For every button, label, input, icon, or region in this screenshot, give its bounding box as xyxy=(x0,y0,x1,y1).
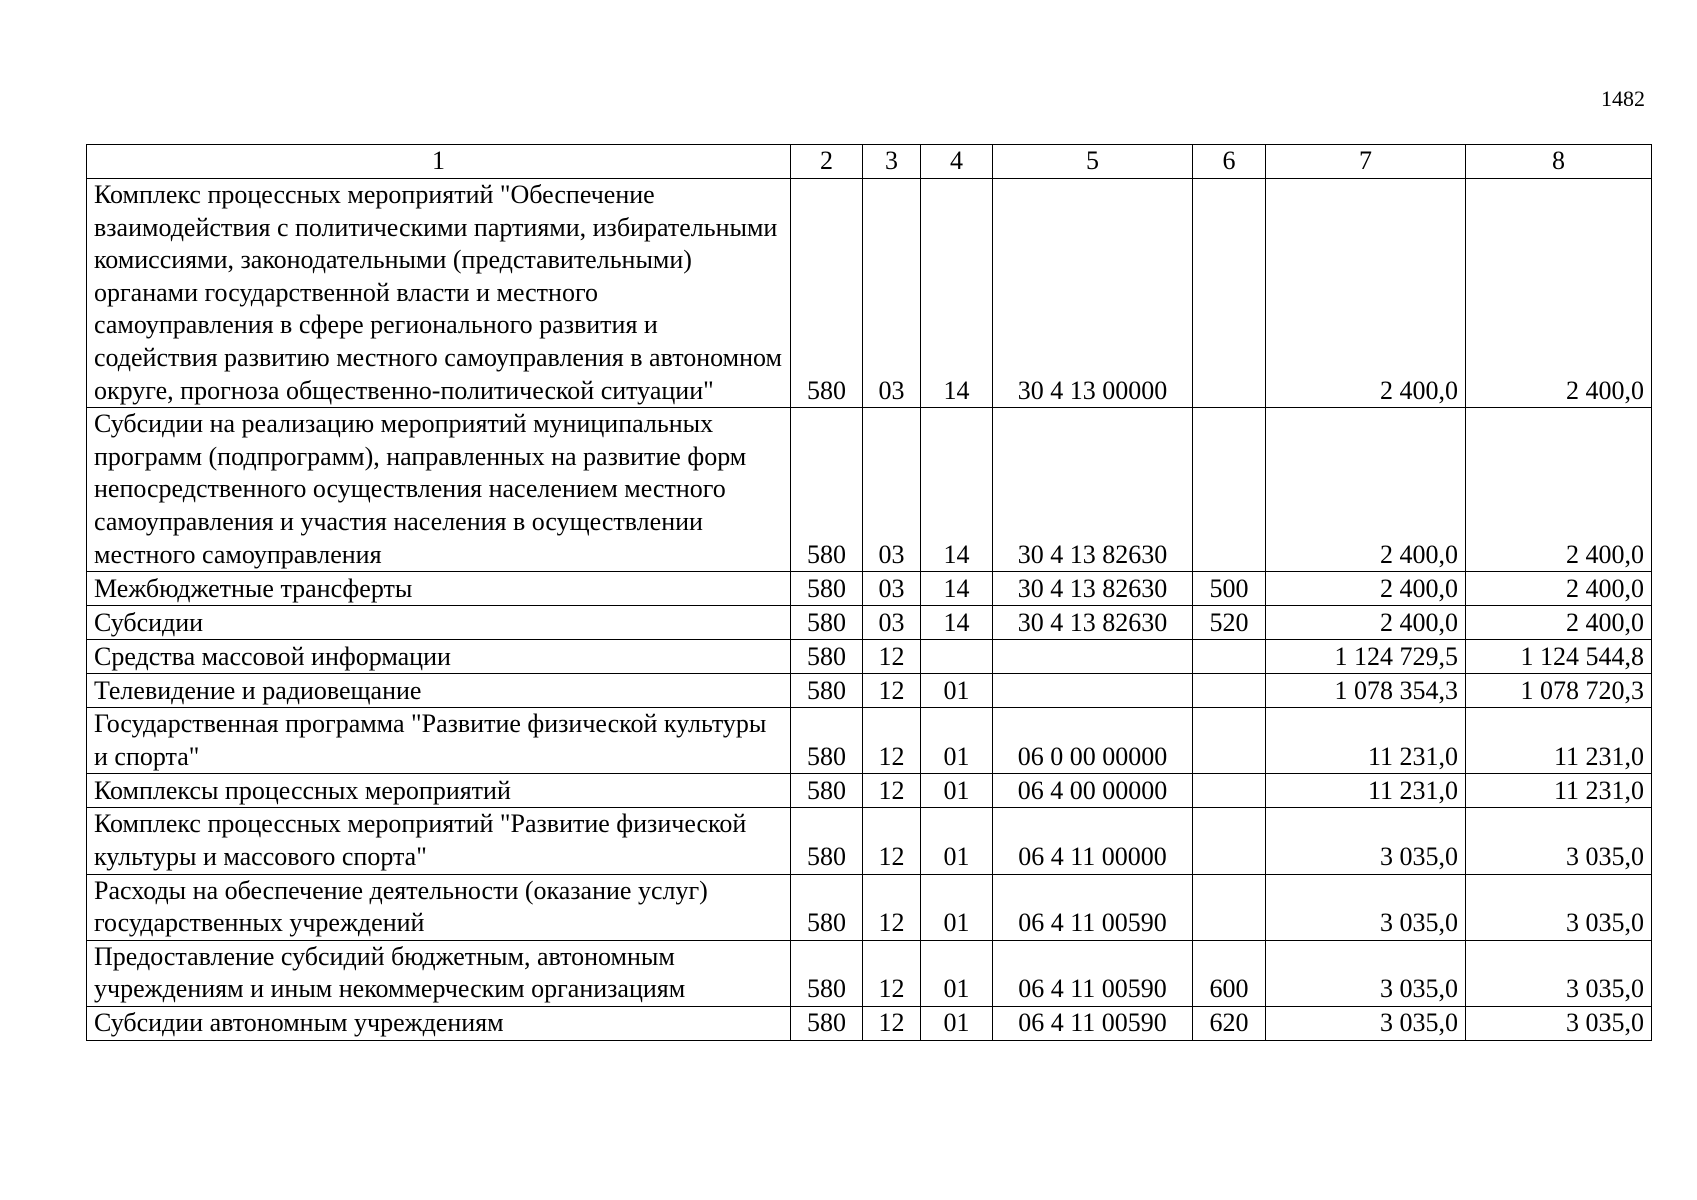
target-article-cell: 06 4 11 00590 xyxy=(993,874,1193,940)
subsection-cell: 14 xyxy=(921,572,993,606)
row-name-cell: Средства массовой информации xyxy=(87,640,791,674)
table-row xyxy=(87,940,1652,1006)
expense-type-cell xyxy=(1193,408,1266,572)
row-name-cell: Расходы на обеспечение деятельности (оказание услуг) государственных учреждений xyxy=(87,874,791,940)
amount-col7-cell: 11 231,0 xyxy=(1266,774,1466,808)
section-cell: 03 xyxy=(863,408,921,572)
amount-col8-cell: 3 035,0 xyxy=(1466,940,1652,1006)
expense-type-cell: 600 xyxy=(1193,940,1266,1006)
column-header: 2 xyxy=(791,145,863,179)
table-row xyxy=(87,1006,1652,1040)
amount-col8-cell: 3 035,0 xyxy=(1466,808,1652,874)
expense-type-cell xyxy=(1193,774,1266,808)
subsection-cell: 01 xyxy=(921,874,993,940)
section-cell: 03 xyxy=(863,179,921,408)
expense-type-cell: 500 xyxy=(1193,572,1266,606)
expense-type-cell xyxy=(1193,874,1266,940)
subsection-cell: 14 xyxy=(921,408,993,572)
amount-col7-cell: 3 035,0 xyxy=(1266,1006,1466,1040)
expense-type-cell: 520 xyxy=(1193,606,1266,640)
table-header xyxy=(87,145,1652,179)
row-name-cell: Субсидии автономным учреждениям xyxy=(87,1006,791,1040)
expense-type-cell xyxy=(1193,179,1266,408)
column-header: 4 xyxy=(921,145,993,179)
amount-col8-cell: 2 400,0 xyxy=(1466,606,1652,640)
column-number-row xyxy=(87,145,1652,179)
expense-type-cell xyxy=(1193,808,1266,874)
admin-code-cell: 580 xyxy=(791,808,863,874)
amount-col7-cell: 3 035,0 xyxy=(1266,808,1466,874)
amount-col8-cell: 3 035,0 xyxy=(1466,1006,1652,1040)
row-name-cell: Предоставление субсидий бюджетным, автономным учреждениям и иным некоммерческим организациям xyxy=(87,940,791,1006)
table-row xyxy=(87,874,1652,940)
amount-col7-cell: 2 400,0 xyxy=(1266,572,1466,606)
row-name-cell: Телевидение и радиовещание xyxy=(87,674,791,708)
amount-col7-cell: 1 124 729,5 xyxy=(1266,640,1466,674)
section-cell: 03 xyxy=(863,572,921,606)
budget-table xyxy=(86,144,1652,1041)
amount-col8-cell: 2 400,0 xyxy=(1466,408,1652,572)
target-article-cell: 06 4 11 00590 xyxy=(993,1006,1193,1040)
admin-code-cell: 580 xyxy=(791,940,863,1006)
row-name-cell: Субсидии xyxy=(87,606,791,640)
column-header: 8 xyxy=(1466,145,1652,179)
amount-col8-cell: 11 231,0 xyxy=(1466,774,1652,808)
target-article-cell: 06 4 11 00590 xyxy=(993,940,1193,1006)
amount-col7-cell: 2 400,0 xyxy=(1266,408,1466,572)
table-body xyxy=(87,179,1652,1041)
section-cell: 12 xyxy=(863,940,921,1006)
row-name-cell: Государственная программа "Развитие физической культуры и спорта" xyxy=(87,708,791,774)
amount-col7-cell: 11 231,0 xyxy=(1266,708,1466,774)
amount-col8-cell: 3 035,0 xyxy=(1466,874,1652,940)
expense-type-cell xyxy=(1193,708,1266,774)
admin-code-cell: 580 xyxy=(791,774,863,808)
target-article-cell: 06 4 00 00000 xyxy=(993,774,1193,808)
admin-code-cell: 580 xyxy=(791,572,863,606)
section-cell: 03 xyxy=(863,606,921,640)
table-row xyxy=(87,572,1652,606)
amount-col8-cell: 2 400,0 xyxy=(1466,179,1652,408)
row-name-cell: Комплексы процессных мероприятий xyxy=(87,774,791,808)
page-number: 1482 xyxy=(1601,86,1645,111)
table-row xyxy=(87,774,1652,808)
table-row xyxy=(87,640,1652,674)
target-article-cell xyxy=(993,640,1193,674)
expense-type-cell: 620 xyxy=(1193,1006,1266,1040)
target-article-cell: 30 4 13 82630 xyxy=(993,606,1193,640)
section-cell: 12 xyxy=(863,674,921,708)
section-cell: 12 xyxy=(863,1006,921,1040)
target-article-cell xyxy=(993,674,1193,708)
subsection-cell: 01 xyxy=(921,808,993,874)
subsection-cell: 14 xyxy=(921,606,993,640)
subsection-cell: 01 xyxy=(921,774,993,808)
amount-col7-cell: 3 035,0 xyxy=(1266,940,1466,1006)
subsection-cell: 01 xyxy=(921,1006,993,1040)
table-row xyxy=(87,808,1652,874)
target-article-cell: 30 4 13 00000 xyxy=(993,179,1193,408)
table-row xyxy=(87,408,1652,572)
admin-code-cell: 580 xyxy=(791,874,863,940)
admin-code-cell: 580 xyxy=(791,606,863,640)
section-cell: 12 xyxy=(863,808,921,874)
section-cell: 12 xyxy=(863,640,921,674)
row-name-cell: Субсидии на реализацию мероприятий муниципальных программ (подпрограмм), направленных на развитие форм непосредственного осуществления населением местного самоуправления и участия населения в осуществлении местного самоуправления xyxy=(87,408,791,572)
admin-code-cell: 580 xyxy=(791,674,863,708)
amount-col7-cell: 2 400,0 xyxy=(1266,606,1466,640)
row-name-cell: Комплекс процессных мероприятий "Развитие физической культуры и массового спорта" xyxy=(87,808,791,874)
admin-code-cell: 580 xyxy=(791,179,863,408)
amount-col8-cell: 2 400,0 xyxy=(1466,572,1652,606)
admin-code-cell: 580 xyxy=(791,708,863,774)
amount-col7-cell: 3 035,0 xyxy=(1266,874,1466,940)
target-article-cell: 30 4 13 82630 xyxy=(993,408,1193,572)
admin-code-cell: 580 xyxy=(791,1006,863,1040)
subsection-cell xyxy=(921,640,993,674)
table-row xyxy=(87,179,1652,408)
column-header: 5 xyxy=(993,145,1193,179)
section-cell: 12 xyxy=(863,874,921,940)
subsection-cell: 01 xyxy=(921,940,993,1006)
amount-col8-cell: 1 124 544,8 xyxy=(1466,640,1652,674)
column-header: 6 xyxy=(1193,145,1266,179)
expense-type-cell xyxy=(1193,674,1266,708)
amount-col7-cell: 1 078 354,3 xyxy=(1266,674,1466,708)
table-row xyxy=(87,674,1652,708)
amount-col8-cell: 1 078 720,3 xyxy=(1466,674,1652,708)
amount-col7-cell: 2 400,0 xyxy=(1266,179,1466,408)
section-cell: 12 xyxy=(863,708,921,774)
admin-code-cell: 580 xyxy=(791,408,863,572)
target-article-cell: 06 4 11 00000 xyxy=(993,808,1193,874)
subsection-cell: 01 xyxy=(921,708,993,774)
subsection-cell: 14 xyxy=(921,179,993,408)
row-name-cell: Комплекс процессных мероприятий "Обеспечение взаимодействия с политическими партиями, избирательными комиссиями, законодательными (представительными) органами государственной власти и местного самоуправления в сфере регионального развития и содействия развитию местного самоуправления в автономном округе, прогноза общественно-политической ситуации" xyxy=(87,179,791,408)
table-row xyxy=(87,708,1652,774)
table-row xyxy=(87,606,1652,640)
amount-col8-cell: 11 231,0 xyxy=(1466,708,1652,774)
admin-code-cell: 580 xyxy=(791,640,863,674)
column-header: 7 xyxy=(1266,145,1466,179)
target-article-cell: 30 4 13 82630 xyxy=(993,572,1193,606)
subsection-cell: 01 xyxy=(921,674,993,708)
row-name-cell: Межбюджетные трансферты xyxy=(87,572,791,606)
section-cell: 12 xyxy=(863,774,921,808)
column-header: 1 xyxy=(87,145,791,179)
target-article-cell: 06 0 00 00000 xyxy=(993,708,1193,774)
expense-type-cell xyxy=(1193,640,1266,674)
column-header: 3 xyxy=(863,145,921,179)
